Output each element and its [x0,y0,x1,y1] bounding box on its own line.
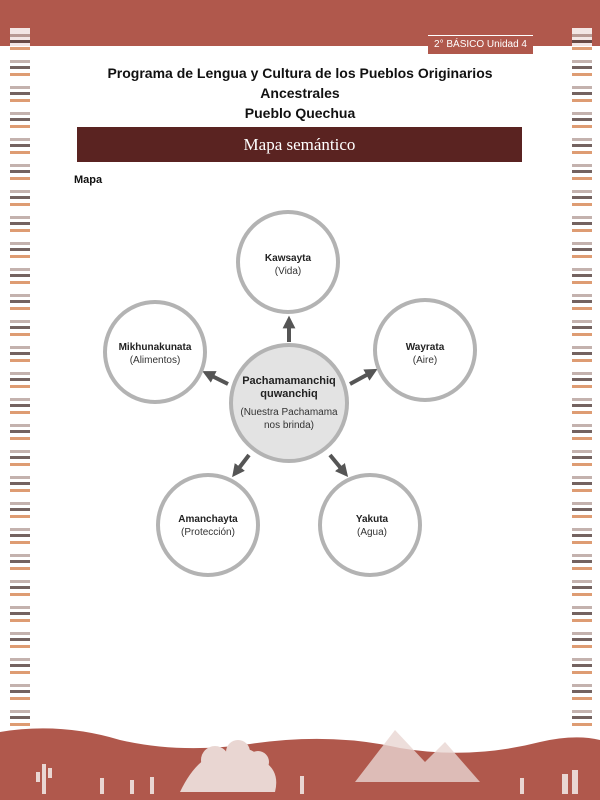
center-line-4: nos brinda) [263,420,315,431]
node-yakuta-term: Yakuta [355,514,389,525]
node-yakuta-translation: (Agua) [356,527,388,538]
node-wayrata-translation: (Aire) [412,355,438,366]
section-title-bar: Mapa semántico [77,127,522,162]
grade-badge: 2° BÁSICO Unidad 4 [428,35,533,54]
node-mikhunakunata-translation: (Alimentos) [129,355,181,366]
node-amanchayta [158,475,258,575]
arrow-to-yakuta [330,455,344,472]
center-line-3: (Nuestra Pachamama [240,407,338,418]
node-wayrata-term: Wayrata [405,342,445,353]
program-title: Programa de Lengua y Cultura de los Pueblos Originarios Ancestrales [107,65,493,101]
node-amanchayta-translation: (Protección) [181,527,235,538]
node-kawsayta-term: Kawsayta [264,253,312,264]
node-mikhunakunata [105,302,205,402]
map-label: Mapa [74,174,103,186]
node-amanchayta-term: Amanchayta [178,514,238,525]
arrow-to-amanchayta [236,455,249,472]
node-wayrata [375,300,475,400]
node-mikhunakunata-term: Mikhunakunata [118,342,192,353]
people-title: Pueblo Quechua [244,105,356,121]
node-yakuta [320,475,420,575]
center-line-1: Pachamamanchiq [242,375,336,387]
bottom-landscape-illustration [0,722,600,800]
node-kawsayta [238,212,338,312]
node-center [231,345,347,461]
node-kawsayta-translation: (Vida) [274,266,302,277]
arrow-to-wayrata [350,372,372,384]
center-line-2: quwanchiq [260,388,318,400]
arrow-to-mikhunakunata [208,374,228,384]
